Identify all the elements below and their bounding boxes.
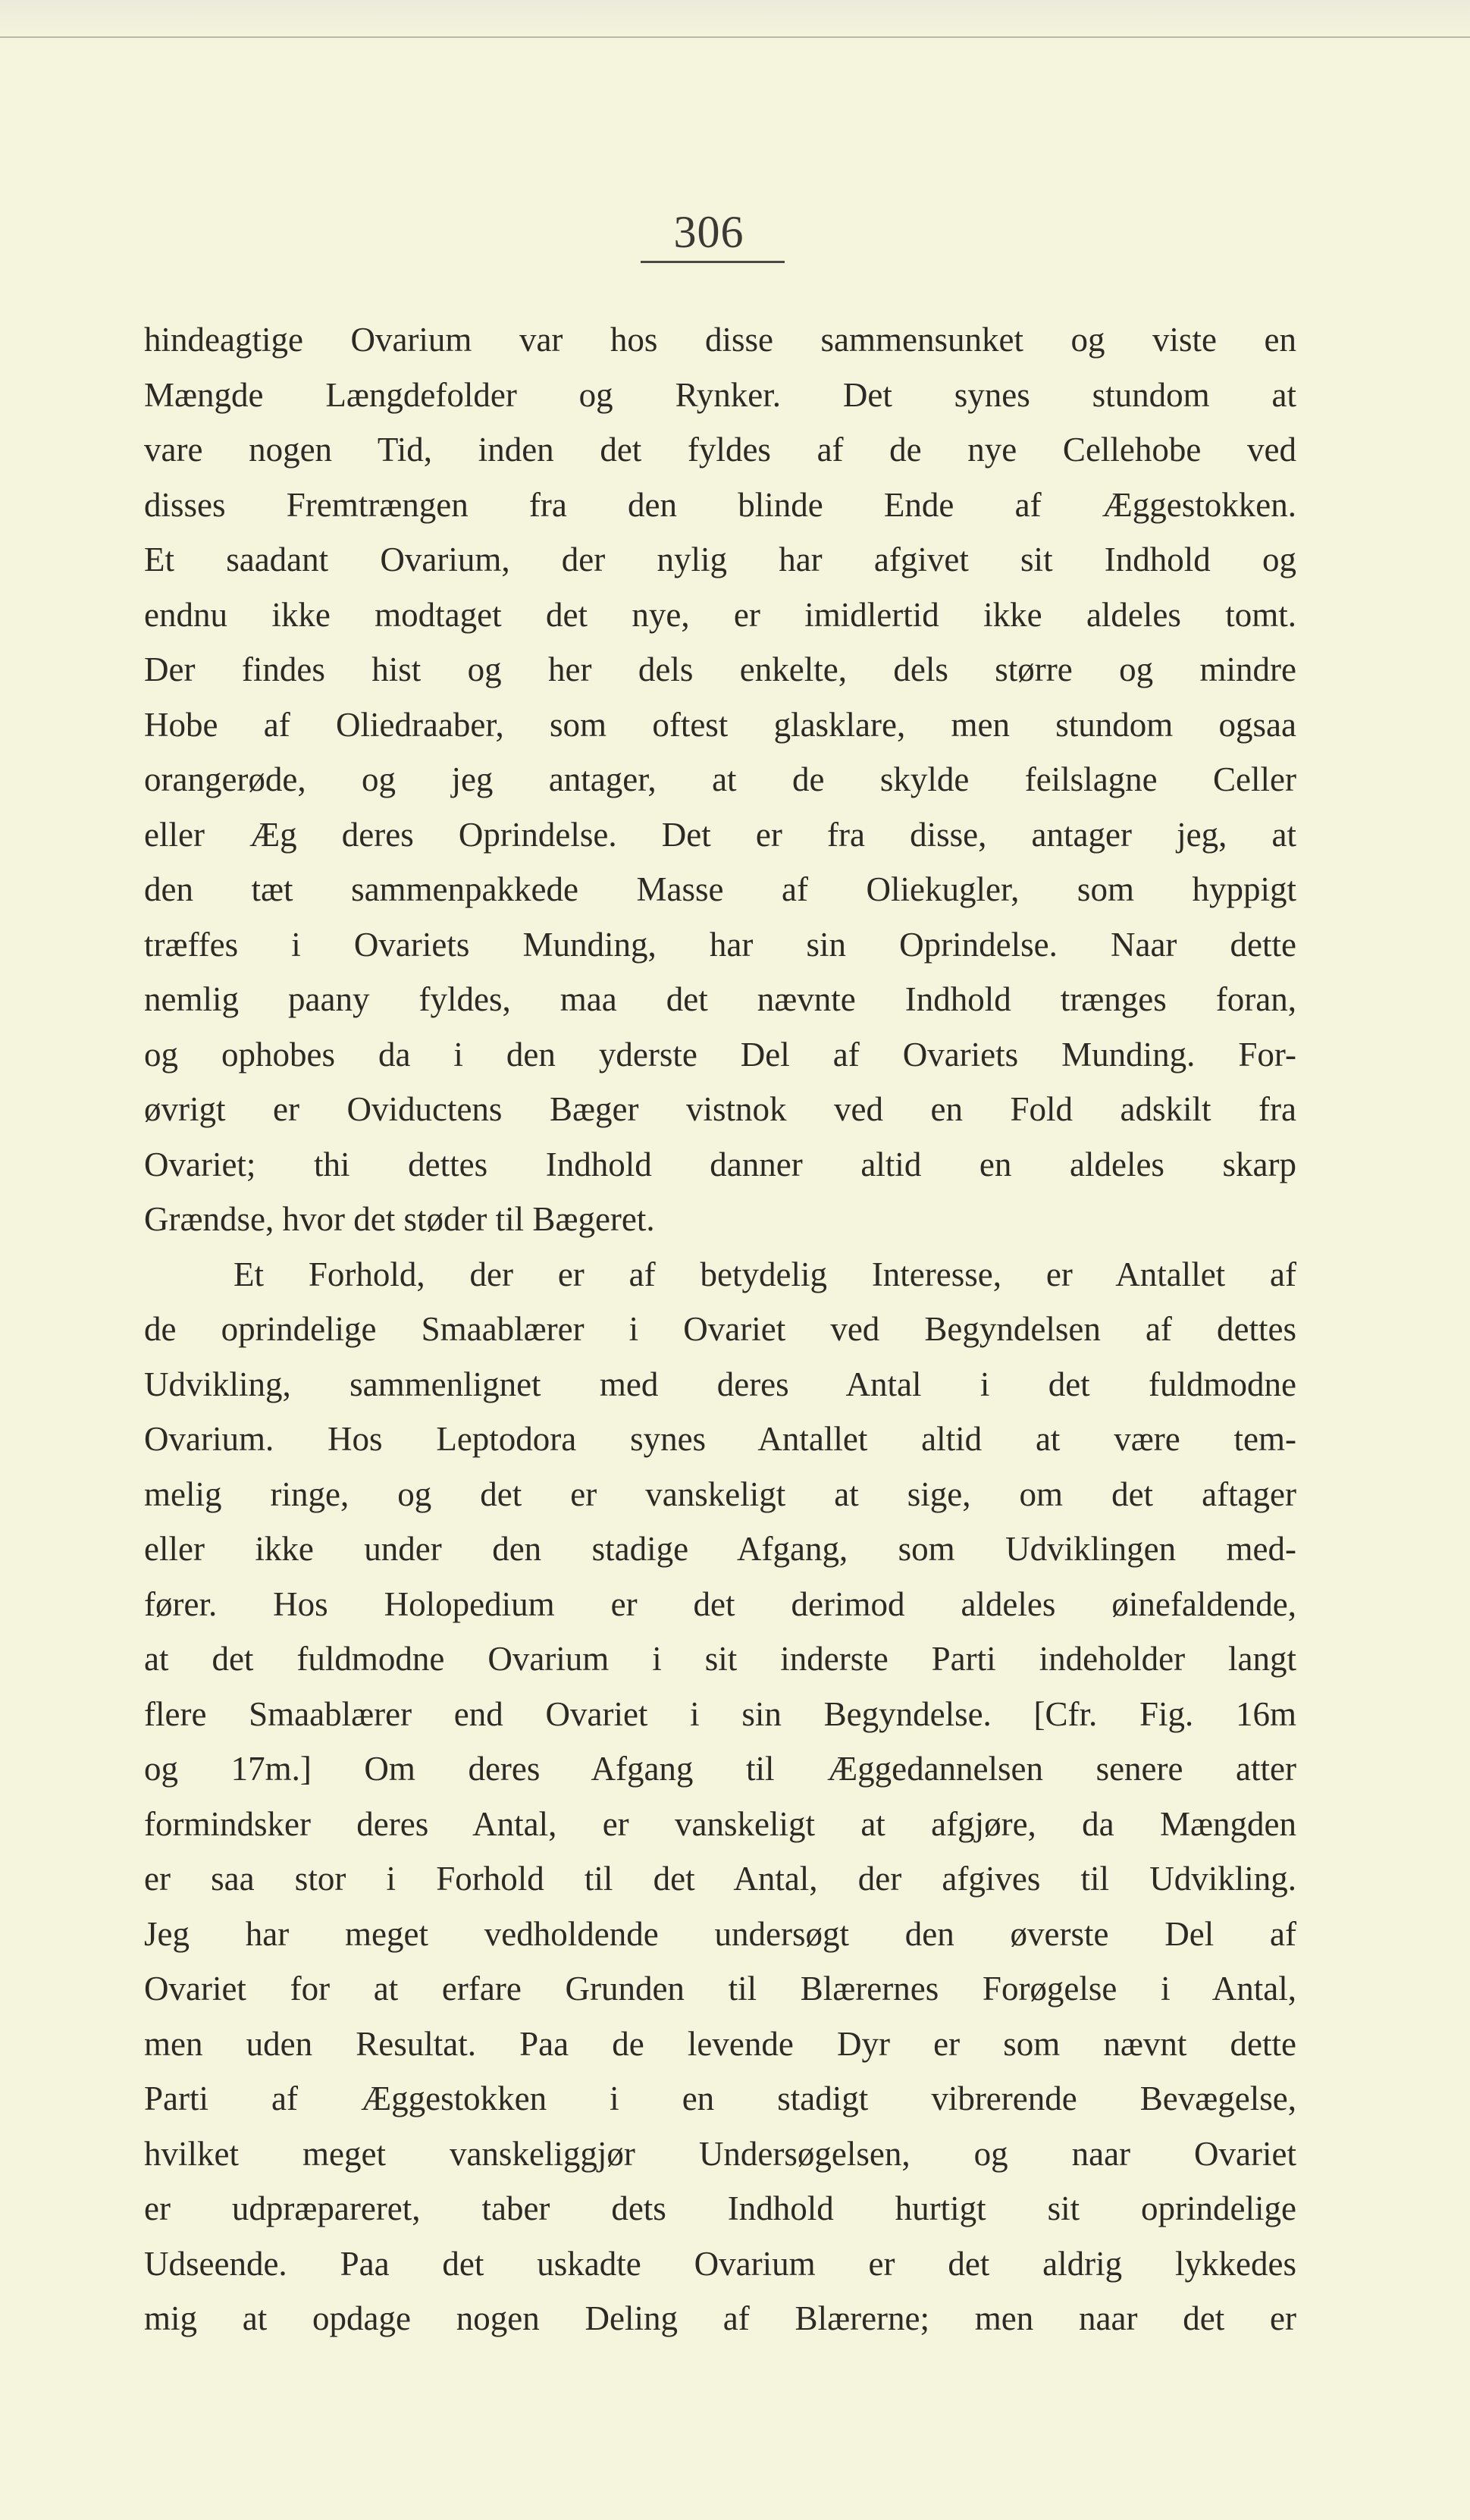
- text-line-paragraph-end: Grændse, hvor det støder til Bægeret.: [144, 1200, 655, 1238]
- text-line: er saa stor i Forhold til det Antal, der afgives til Udvikling.: [144, 1860, 1296, 1898]
- text-line: formindsker deres Antal, er vanskeligt at afgjøre, da Mængden: [144, 1804, 1296, 1843]
- text-line: øvrigt er Oviductens Bæger vistnok ved en Fold adskilt fra: [144, 1090, 1296, 1128]
- text-line: melig ringe, og det er vanskeligt at sige, om det aftager: [144, 1475, 1296, 1513]
- page-number-underline: [641, 261, 785, 263]
- text-line: de oprindelige Smaablærer i Ovariet ved Begyndelsen af dettes: [144, 1310, 1296, 1348]
- text-line: Ovariet; thi dettes Indhold danner altid en aldeles skarp: [144, 1145, 1296, 1183]
- text-line: orangerøde, og jeg antager, at de skylde feilslagne Celler: [144, 760, 1296, 798]
- text-line: Parti af Æggestokken i en stadigt vibrerende Bevægelse,: [144, 2080, 1296, 2117]
- text-line: hvilket meget vanskeliggjør Undersøgelsen, og naar Ovariet: [144, 2134, 1296, 2173]
- text-line: Ovariet for at erfare Grunden til Blærernes Forøgelse i Antal,: [144, 1970, 1296, 2008]
- text-line: Der findes hist og her dels enkelte, dels større og mindre: [144, 650, 1296, 688]
- text-line: Udseende. Paa det uskadte Ovarium er det aldrig lykkedes: [144, 2244, 1296, 2283]
- text-line: endnu ikke modtaget det nye, er imidlertid ikke aldeles tomt.: [144, 595, 1296, 634]
- text-line: den tæt sammenpakkede Masse af Oliekugler, som hyppigt: [144, 870, 1296, 908]
- page-number: 306: [673, 207, 744, 257]
- text-line: er udpræpareret, taber dets Indhold hurtigt sit oprindelige: [144, 2189, 1296, 2227]
- text-line: Ovarium. Hos Leptodora synes Antallet altid at være tem-: [144, 1420, 1296, 1458]
- text-line: træffes i Ovariets Munding, har sin Oprindelse. Naar dette: [144, 925, 1296, 964]
- text-line: men uden Resultat. Paa de levende Dyr er som nævnt dette: [144, 2024, 1296, 2063]
- text-line: og 17m.] Om deres Afgang til Æggedannelsen senere atter: [144, 1750, 1296, 1788]
- text-line: eller ikke under den stadige Afgang, som Udviklingen med-: [144, 1530, 1296, 1568]
- text-line: at det fuldmodne Ovarium i sit inderste Parti indeholder langt: [144, 1640, 1296, 1678]
- text-line: hindeagtige Ovarium var hos disse sammensunket og viste en: [144, 321, 1296, 359]
- text-line: disses Fremtrængen fra den blinde Ende af Æggestokken.: [144, 485, 1296, 524]
- text-line: Et saadant Ovarium, der nylig har afgivet sit Indhold og: [144, 541, 1296, 578]
- text-line: Jeg har meget vedholdende undersøgt den øverste Del af: [144, 1914, 1296, 1953]
- body-text: [144, 312, 1296, 2346]
- text-line: mig at opdage nogen Deling af Blærerne; men naar det er: [144, 2299, 1296, 2337]
- text-line: nemlig paany fyldes, maa det nævnte Indhold trænges foran,: [144, 980, 1296, 1018]
- scan-top-rule: [0, 36, 1470, 38]
- text-line: og ophobes da i den yderste Del af Ovariets Munding. For-: [144, 1035, 1296, 1074]
- scan-top-shade: [0, 0, 1470, 36]
- text-line: Mængde Længdefolder og Rynker. Det synes stundom at: [144, 375, 1296, 414]
- text-line-paragraph-start: Et Forhold, der er af betydelig Interesse, er Antallet af: [234, 1255, 1296, 1293]
- text-line: vare nogen Tid, inden det fyldes af de nye Cellehobe ved: [144, 431, 1296, 469]
- text-line: Hobe af Oliedraaber, som oftest glasklare, men stundom ogsaa: [144, 705, 1296, 744]
- text-line: fører. Hos Holopedium er det derimod aldeles øinefaldende,: [144, 1584, 1296, 1623]
- text-line: flere Smaablærer end Ovariet i sin Begyndelse. [Cfr. Fig. 16m: [144, 1694, 1296, 1733]
- text-line: Udvikling, sammenlignet med deres Antal i det fuldmodne: [144, 1365, 1296, 1403]
- text-line: eller Æg deres Oprindelse. Det er fra disse, antager jeg, at: [144, 815, 1296, 854]
